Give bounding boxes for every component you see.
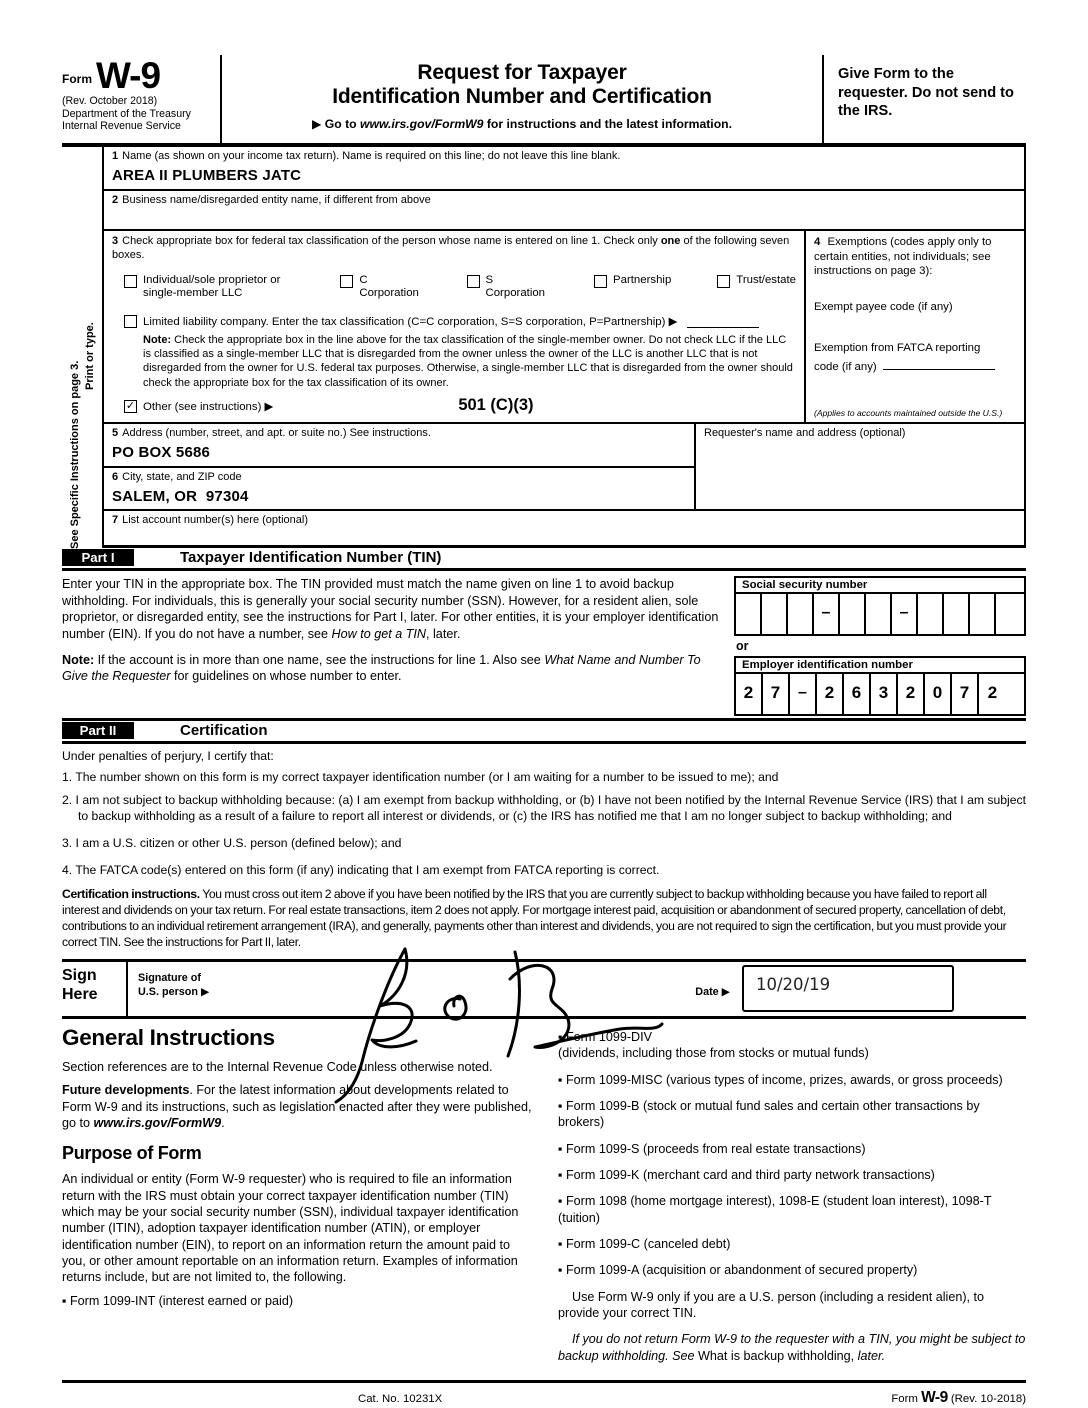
part2-body	[62, 744, 1026, 962]
purpose-of-form-heading: Purpose of Form	[62, 1143, 202, 1164]
checkbox-individual[interactable]	[124, 274, 306, 301]
goto-url: www.irs.gov/FormW9	[359, 117, 484, 132]
future-developments-label: Future developments	[62, 1083, 190, 1098]
signature-of-label	[128, 962, 240, 1016]
or-label: or	[736, 639, 749, 654]
form-irs: Internal Revenue Service	[62, 120, 181, 133]
line5-label: Address (number, street, and apt. or suite no.) See instructions.	[122, 427, 431, 440]
form-revision: (Rev. October 2018)	[62, 95, 158, 108]
other-classification-value[interactable]: 501 (C)(3)	[458, 396, 534, 415]
future-developments-end: .	[221, 1115, 225, 1130]
sidebar-print-or-type: Print or type.	[84, 322, 96, 390]
fatca-label-line2: code (if any)	[814, 361, 877, 374]
checkbox-individual-label: Individual/sole proprietor or single-member LLC	[143, 273, 281, 300]
exempt-payee-label[interactable]: Exempt payee code (if any)	[814, 300, 953, 313]
address-rows	[104, 424, 1024, 511]
checkbox-llc-box[interactable]	[124, 315, 137, 328]
goto-suffix: for instructions and the latest information.	[483, 117, 732, 132]
instructions-left-column	[62, 1023, 536, 1374]
sidebar-see-instructions: See Specific Instructions on page 3.	[69, 360, 81, 549]
part2-title: Certification	[180, 722, 268, 740]
checkbox-trust-estate-box[interactable]	[717, 275, 730, 288]
form-id-block	[62, 55, 220, 143]
line1-label: Name (as shown on your income tax return). Name is required on this line; do not leave this line blank.	[122, 150, 621, 162]
goto-prefix: ▶ Go to	[312, 117, 360, 132]
form-title-line2: Identification Number and Certification	[332, 84, 712, 108]
part1-paragraph: Enter your TIN in the appropriate box. The TIN provided must match the name given on line 1 to avoid backup withholding. For individuals, this is generally your social security number (SSN). However, for a resident alien, sole proprietor, or disregarded entity, see the instructions for Part I, later. For other entities, it is your employer identification number (EIN). If you do not have a number, see	[62, 577, 719, 641]
line1-number: 1	[112, 150, 119, 162]
certification-item-1: 1. The number shown on this form is my correct taxpayer identification number (or I am waiting for a number to be issued to me); and	[62, 770, 779, 785]
use-form-paragraph: Use Form W-9 only if you are a U.S. person (including a resident alien), to provide your correct TIN.	[558, 1289, 985, 1321]
signature-of-line2: U.S. person ▶	[138, 986, 210, 999]
here-word: Here	[62, 985, 98, 1003]
ein-digit[interactable]: 0	[925, 674, 952, 714]
form-department: Department of the Treasury	[62, 107, 191, 120]
line3-number: 3	[112, 235, 119, 247]
certification-instructions-text: You must cross out item 2 above if you have been notified by the IRS that you are currently subject to backup withholding because you have failed to report all interest and dividends on your tax return. For real estate transactions, item 2 does not apply. For mortgage interest paid, acquisition or abandonment of secured property, cancellation of debt, contributions to an individual retirement arrangement (IRA), and generally, payments other than interest and dividends, you are not required to sign the certification, but you must provide your correct TIN. See the instructions for Part II, later.	[62, 887, 1007, 949]
line3-classification-row	[104, 231, 1024, 424]
purpose-paragraph: An individual or entity (Form W-9 requester) who is required to file an information return with the IRS must obtain your correct taxpayer identification number (TIN) which may be your social security number (SSN), individual taxpayer identification number (ITIN), adoption taxpayer identification number (ATIN), or employer identification number (EIN), to report on an information return the amount paid to you, or other amount reportable on an information return. Examples of information returns include, but are not limited to, the following.	[62, 1172, 519, 1285]
part1-note-label: Note:	[62, 653, 95, 667]
checked-checkbox-icon[interactable]	[124, 400, 137, 413]
ssn-cells[interactable]	[736, 594, 1024, 634]
bullet-1099-misc: ▪ Form 1099-MISC (various types of income, prizes, awards, or gross proceeds)	[558, 1072, 1003, 1087]
part1-header	[62, 548, 1026, 571]
checkbox-partnership[interactable]	[594, 274, 671, 288]
certification-item-3: 3. I am a U.S. citizen or other U.S. person (defined below); and	[62, 835, 402, 850]
footer-form-word: Form	[891, 1393, 922, 1406]
line2-business-name-row[interactable]	[104, 191, 1024, 231]
part1-badge: Part I	[62, 549, 134, 566]
instructions-right-column	[536, 1023, 1026, 1374]
line7-number: 7	[112, 514, 119, 527]
line5-address-value[interactable]: PO BOX 5686	[112, 443, 211, 461]
requester-label: Requester's name and address (optional)	[704, 427, 906, 440]
catalog-number: Cat. No. 10231X	[358, 1393, 443, 1406]
bullet-1098: ▪ Form 1098 (home mortgage interest), 1098-E (student loan interest), 1098-T (tuition)	[558, 1194, 992, 1225]
line2-label: Business name/disregarded entity name, if different from above	[122, 194, 431, 206]
fatca-label-line1: Exemption from FATCA reporting	[814, 341, 981, 354]
ein-digit[interactable]: 2	[987, 683, 998, 703]
general-instructions	[62, 1023, 1026, 1374]
form-fields	[62, 147, 1026, 548]
backup-note-a: If you do not return Form W-9 to the requester with a TIN, you might be subject to backup withholding. See	[558, 1332, 1026, 1363]
line6-label: City, state, and ZIP code	[122, 471, 242, 484]
certification-instructions	[62, 887, 1026, 950]
part1-note-italic: What Name and Number To Give the Requester	[62, 653, 701, 684]
give-form-note: Give Form to the requester. Do not send to the IRS.	[838, 66, 1014, 120]
bullet-1099-div-detail: (dividends, including those from stocks or mutual funds)	[558, 1046, 869, 1061]
bullet-1099-b: ▪ Form 1099-B (stock or mutual fund sales and certain other transactions by brokers)	[558, 1098, 980, 1130]
ein-digit[interactable]: 2	[898, 674, 925, 714]
ein-digit[interactable]: 7	[952, 674, 979, 714]
line3-label-one: one	[660, 235, 681, 247]
section-references: Section references are to the Internal Revenue Code unless otherwise noted.	[62, 1059, 493, 1074]
print-or-type-sidebar	[62, 147, 102, 548]
form-title-line1: Request for Taxpayer	[417, 61, 627, 84]
certification-item-2: 2. I am not subject to backup withholding because: (a) I am exempt from backup withholding, or (b) I have not been notified by the Internal Revenue Service (IRS) that I am subject to backup withholding as a result of a failure to report all interest or dividends, or (c) the IRS has notified me that I am no longer subject to backup withholding; and	[62, 792, 1027, 823]
ssn-dash-1: –	[814, 594, 840, 634]
ein-digit[interactable]: 6	[844, 674, 871, 714]
ein-label: Employer identification number	[736, 658, 1024, 674]
ein-dash: –	[790, 674, 817, 714]
signature-section	[62, 962, 1026, 1019]
other-label: Other (see instructions) ▶	[143, 400, 274, 413]
ssn-dash-2: –	[892, 594, 918, 634]
line6-number: 6	[112, 471, 119, 484]
ein-digit[interactable]: 2	[736, 674, 763, 714]
bullet-1099-c: ▪ Form 1099-C (canceled debt)	[558, 1237, 731, 1252]
ein-digit[interactable]: 2	[817, 674, 844, 714]
llc-note-text: Check the appropriate box in the line above for the tax classification of the single-member owner. Do not check LLC if the LLC is classified as a single-member LLC that is disregarded from the owner unless the owner of the LLC is another LLC that is not disregarded from the owner for U.S. federal tax purposes. Otherwise, a single-member LLC that is disregarded from the owner should check the appropriate box for the tax classification of its owner.	[143, 333, 793, 389]
form-title-block	[222, 55, 822, 143]
line5-address-row	[104, 424, 694, 468]
footer-form-ref	[891, 1389, 1026, 1407]
general-instructions-heading: General Instructions	[62, 1024, 275, 1050]
bullet-1099-int: ▪ Form 1099-INT (interest earned or paid)	[62, 1293, 294, 1308]
fatca-exemption	[814, 339, 1016, 378]
part1-note-b: for guidelines on whose number to enter.	[170, 669, 402, 684]
ein-digit[interactable]: 7	[763, 674, 790, 714]
part2-header	[62, 721, 1026, 744]
part1-note	[62, 652, 720, 685]
certification-intro: Under penalties of perjury, I certify that:	[62, 749, 274, 764]
checkbox-trust-estate-label: Trust/estate	[736, 273, 796, 286]
checkbox-partnership-box[interactable]	[594, 275, 607, 288]
bullet-1099-div-title: ▪ Form 1099-DIV	[558, 1029, 653, 1044]
form-number: W-9	[96, 55, 161, 96]
ssn-label: Social security number	[736, 578, 1024, 594]
llc-row	[124, 314, 796, 328]
part1-paragraph-end: , later.	[426, 626, 461, 641]
date-field[interactable]: 10/20/19	[742, 965, 954, 1012]
part1-body	[62, 571, 1026, 721]
signature-of-line1: Signature of	[138, 971, 201, 984]
line2-number: 2	[112, 194, 119, 206]
applies-note: (Applies to accounts maintained outside the U.S.)	[814, 408, 1003, 419]
line3-label	[112, 235, 796, 263]
line7-account-row[interactable]	[104, 511, 1024, 548]
goto-line	[230, 117, 814, 131]
checkbox-individual-box[interactable]	[124, 275, 137, 288]
part1-paragraph-italic: How to get a TIN	[331, 626, 427, 641]
page-footer	[62, 1383, 1026, 1407]
line7-label: List account number(s) here (optional)	[122, 514, 308, 527]
part1-title: Taxpayer Identification Number (TIN)	[180, 549, 442, 567]
checkmark-icon: ✓	[125, 399, 136, 412]
fatca-code-blank[interactable]	[883, 369, 995, 370]
sign-word: Sign	[62, 966, 97, 984]
sign-here-label	[62, 962, 126, 1016]
llc-classification-blank[interactable]	[687, 327, 759, 328]
ssn-box[interactable]	[734, 576, 1026, 636]
signature-field[interactable]	[240, 962, 695, 1016]
checkbox-c-corp[interactable]	[340, 274, 428, 301]
bullet-1099-div	[558, 1029, 1026, 1062]
ein-digit[interactable]: 3	[871, 674, 898, 714]
line6-city-row	[104, 468, 694, 509]
checkbox-c-corp-box[interactable]	[340, 275, 353, 288]
bullet-1099-a: ▪ Form 1099-A (acquisition or abandonment of secured property)	[558, 1263, 918, 1278]
box4-title	[814, 235, 1016, 279]
certification-instructions-label: Certification instructions.	[62, 887, 200, 902]
line3-label-b: of the following seven boxes.	[112, 235, 790, 261]
ein-box[interactable]	[734, 656, 1026, 716]
certification-item-4: 4. The FATCA code(s) entered on this form (if any) indicating that I am exempt from FATCA reporting is correct.	[62, 862, 660, 877]
ein-cells[interactable]	[736, 674, 1024, 714]
checkbox-c-corp-label: C Corporation	[359, 273, 419, 300]
other-row	[124, 396, 796, 415]
form-header	[62, 55, 1026, 147]
box4-title-text: Exemptions (codes apply only to certain entities, not individuals; see instructions on page 3):	[814, 236, 992, 278]
date-label: Date ▶	[695, 985, 730, 998]
backup-withholding-note	[558, 1331, 1026, 1364]
checkbox-s-corp-box[interactable]	[467, 275, 480, 288]
footer-form-number: W-9	[921, 1389, 948, 1407]
llc-note-label: Note:	[143, 333, 172, 346]
classification-checkboxes	[124, 274, 796, 301]
llc-label: Limited liability company. Enter the tax classification (C=C corporation, S=S corporation, P=Partnership) ▶	[143, 315, 678, 328]
bullet-1099-s: ▪ Form 1099-S (proceeds from real estate transactions)	[558, 1141, 866, 1156]
part1-instructions	[62, 576, 720, 716]
line1-name-row	[104, 147, 1024, 191]
backup-note-ref: What is backup withholding,	[698, 1348, 855, 1363]
checkbox-partnership-label: Partnership	[613, 273, 672, 286]
line6-city-value[interactable]: SALEM, OR 97304	[112, 487, 249, 505]
checkbox-s-corp[interactable]	[467, 274, 555, 301]
box4-exemptions	[806, 231, 1024, 422]
future-developments-text: . For the latest information about developments related to Form W-9 and its instructions, such as legislation enacted after they were published, go to	[62, 1083, 532, 1130]
part2-badge: Part II	[62, 722, 134, 739]
line3-label-a: Check appropriate box for federal tax classification of the person whose name is entered on line 1. Check only	[122, 235, 661, 247]
form-word: Form	[62, 72, 92, 87]
bullet-1099-k: ▪ Form 1099-K (merchant card and third party network transactions)	[558, 1167, 935, 1182]
llc-note	[143, 333, 796, 390]
line5-number: 5	[112, 427, 119, 440]
backup-note-b: later.	[854, 1348, 886, 1363]
checkbox-trust-estate[interactable]	[717, 274, 796, 288]
box4-number: 4	[814, 236, 821, 248]
line1-name-value[interactable]: AREA II PLUMBERS JATC	[112, 166, 302, 184]
future-developments	[62, 1082, 536, 1131]
future-developments-url: www.irs.gov/FormW9	[93, 1115, 222, 1130]
part1-note-a: If the account is in more than one name, see the instructions for line 1. Also see	[94, 653, 545, 667]
footer-revision: (Rev. 10-2018)	[947, 1393, 1026, 1406]
requester-box[interactable]	[694, 424, 1024, 509]
checkbox-s-corp-label: S Corporation	[485, 273, 546, 300]
